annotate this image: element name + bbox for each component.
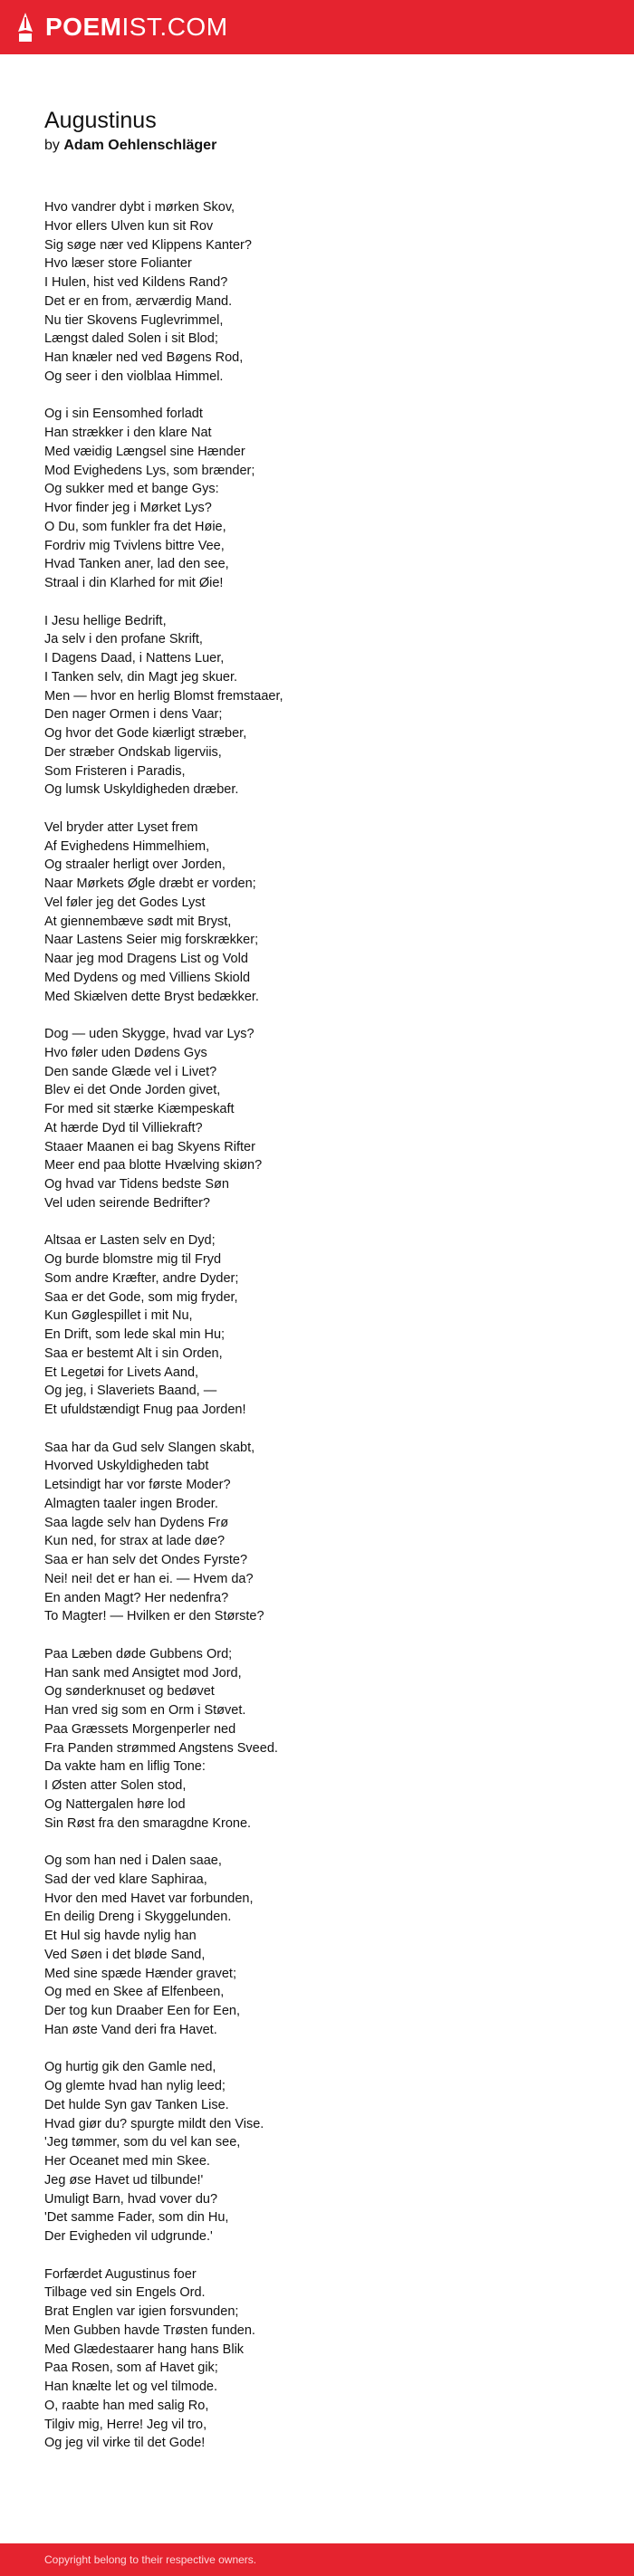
poem-line: I Østen atter Solen stod, (44, 1778, 187, 1793)
site-header (0, 0, 634, 54)
stanza (44, 198, 588, 387)
poem-line: Og hurtig gik den Gamle ned, (44, 2060, 216, 2075)
poem-line: Hvo læser store Folianter (44, 256, 192, 272)
poem-line: Hvor den med Havet var forbunden, (44, 1891, 254, 1906)
poem-line: O Du, som funkler fra det Høie, (44, 519, 226, 534)
poem-line: Og Nattergalen høre lod (44, 1796, 186, 1812)
poem-line: 'Jeg tømmer, som du vel kan see, (44, 2135, 241, 2150)
poem-line: Blev ei det Onde Jorden givet, (44, 1083, 221, 1098)
byline (44, 137, 588, 155)
poem-line: Og hvad var Tidens bedste Søn (44, 1177, 229, 1192)
poem-line: Ved Søen i det bløde Sand, (44, 1947, 206, 1962)
poem-line: Paa Græssets Morgenperler ned (44, 1721, 236, 1737)
poem-line: Nu tier Skovens Fuglevrimmel, (44, 312, 224, 328)
poem-header (44, 108, 588, 155)
poem-line: Naar Lastens Seier mig forskrækker; (44, 933, 259, 948)
poem-line: Hvor finder jeg i Mørket Lys? (44, 501, 212, 515)
poem-line: Han øste Vand deri fra Havet. (44, 2022, 217, 2037)
poem-line: Naar Mørkets Øgle dræbt er vorden; (44, 876, 256, 891)
poem-line: Brat Englen var igien forsvunden; (44, 2304, 239, 2319)
poem-line: Umuligt Barn, hvad vover du? (44, 2191, 218, 2207)
poem-line: Da vakte ham en liflig Tone: (44, 1759, 206, 1775)
poem-line: I Jesu hellige Bedrift, (44, 613, 167, 628)
poem-body (44, 198, 588, 2472)
poem-line: Saa lagde selv han Dydens Frø (44, 1515, 229, 1530)
poem-line: Saa er han selv det Ondes Fyrste? (44, 1553, 248, 1567)
pen-nib-icon (16, 12, 34, 43)
poem-line: Han sank med Ansigtet mod Jord, (44, 1665, 242, 1681)
poem-line: Fordriv mig Tvivlens bittre Vee, (44, 538, 225, 553)
poem-line: Der tog kun Draaber Een for Een, (44, 2004, 241, 2018)
stanza (44, 1645, 588, 1834)
poem-line: Men Gubben havde Trøsten funden. (44, 2322, 255, 2338)
poem-line: Tilgiv mig, Herre! Jeg vil tro, (44, 2417, 207, 2432)
poem-line: Hvorved Uskyldigheden tabt (44, 1459, 209, 1474)
poem-line: At giennembæve sødt mit Bryst, (44, 914, 232, 929)
poem-line: At hærde Dyd til Villiekraft? (44, 1120, 203, 1135)
poem-line: Han knæler ned ved Bøgens Rod, (44, 350, 244, 365)
poem-line: Sig søge nær ved Klippens Kanter? (44, 237, 252, 253)
byline-prefix: by (44, 138, 60, 153)
poem-line: Og jeg vil virke til det Gode! (44, 2436, 206, 2451)
stanza (44, 405, 588, 593)
author-link[interactable]: Adam Oehlenschläger (63, 138, 217, 153)
poem-line: Straal i din Klarhed for mit Øie! (44, 576, 224, 590)
poem-line: Og lumsk Uskyldigheden dræber. (44, 782, 239, 798)
poem-line: Og sukker med et bange Gys: (44, 482, 219, 497)
site-logo[interactable] (16, 0, 228, 54)
poem-line: Hvo vandrer dybt i mørken Skov, (44, 200, 235, 215)
poem-line: Det hulde Syn gav Tanken Lise. (44, 2097, 229, 2112)
poem-line: Fra Panden strømmed Angstens Sveed. (44, 1740, 278, 1756)
poem-line: I Dagens Daad, i Nattens Luer, (44, 651, 225, 666)
poem-line: Med Skiælven dette Bryst bedækker. (44, 989, 259, 1004)
stanza (44, 1439, 588, 1627)
stanza (44, 612, 588, 800)
poem-line: Han knælte let og vel tilmode. (44, 2380, 218, 2394)
poem-line: Af Evighedens Himmelhiem, (44, 838, 210, 854)
stanza (44, 1025, 588, 1213)
poem-line: O, raabte han med salig Ro, (44, 2398, 209, 2413)
poem-line: Og som han ned i Dalen saae, (44, 1853, 222, 1868)
poem-line: Og hvor det Gode kiærligt stræber, (44, 726, 247, 741)
poem-line: Altsaa er Lasten selv en Dyd; (44, 1233, 216, 1249)
poem-line: Kun ned, for strax at lade døe? (44, 1534, 226, 1549)
poem-line: Sad der ved klare Saphiraa, (44, 1872, 207, 1887)
poem-line: Vel bryder atter Lyset frem (44, 819, 198, 835)
poem-line: To Magter! — Hvilken er den Største? (44, 1609, 264, 1624)
poem-line: Naar jeg mod Dragens List og Vold (44, 952, 248, 966)
logo-wordmark-light: IST.COM (121, 13, 228, 41)
poem-line: Og jeg, i Slaveriets Baand, — (44, 1384, 217, 1399)
poem-line: Det er en from, ærværdig Mand. (44, 293, 233, 309)
poem-line: I Tanken selv, din Magt jeg skuer. (44, 669, 238, 685)
poem-line: Ja selv i den profane Skrift, (44, 632, 203, 647)
poem-line: Med sine spæde Hænder gravet; (44, 1966, 236, 1981)
site-footer (0, 2543, 634, 2576)
poem-line: Jeg øse Havet ud tilbunde!' (44, 2172, 204, 2188)
poem-line: Saa er bestemt Alt i sin Orden, (44, 1345, 223, 1361)
poem-line: Den sande Glæde vel i Livet? (44, 1064, 217, 1079)
poem-line: Her Oceanet med min Skee. (44, 2154, 210, 2169)
stanza (44, 1231, 588, 1420)
poem-line: Med Dydens og med Villiens Skiold (44, 970, 251, 985)
poem-line: Dog — uden Skygge, hvad var Lys? (44, 1027, 255, 1041)
poem-line: En Drift, som lede skal min Hu; (44, 1327, 226, 1342)
poem-line: Han strækker i den klare Nat (44, 426, 212, 440)
poem-line: Og seer i den violblaa Himmel. (44, 369, 224, 384)
poem-line: 'Det samme Fader, som din Hu, (44, 2210, 229, 2226)
poem-line: Vel føler jeg det Godes Lyst (44, 895, 206, 910)
poem-line: Og glemte hvad han nylig leed; (44, 2079, 226, 2093)
poem-line: Kun Gøglespillet i mit Nu, (44, 1308, 193, 1324)
poem-line: Vel uden seirende Bedrifter? (44, 1195, 210, 1211)
logo-wordmark (45, 0, 228, 54)
poem-line: Med Glædestaarer hang hans Blik (44, 2341, 245, 2357)
poem-line: Saa har da Gud selv Slangen skabt, (44, 1440, 255, 1455)
stanza (44, 819, 588, 1007)
poem-line: Nei! nei! det er han ei. — Hvem da? (44, 1571, 254, 1586)
poem-line: En deilig Dreng i Skyggelunden. (44, 1910, 232, 1925)
poem-line: Den nager Ormen i dens Vaar; (44, 707, 223, 723)
logo-wordmark-bold: POEM (45, 13, 122, 41)
poem-line: Men — hvor en herlig Blomst fremstaaer, (44, 688, 283, 704)
poem-line: Saa er det Gode, som mig fryder, (44, 1289, 238, 1305)
poem-line: En anden Magt? Her nedenfra? (44, 1590, 229, 1605)
poem-line: Et Hul sig havde nylig han (44, 1929, 197, 1943)
poem-line: Han vred sig som en Orm i Støvet. (44, 1703, 246, 1718)
poem-line: Som andre Kræfter, andre Dyder; (44, 1270, 239, 1286)
poem-line: Tilbage ved sin Engels Ord. (44, 2285, 206, 2301)
poem-line: Meer end paa blotte Hvælving skiøn? (44, 1158, 263, 1173)
poem-line: Der Evigheden vil udgrunde.' (44, 2229, 213, 2244)
poem-line: Og burde blomstre mig til Fryd (44, 1252, 222, 1267)
poem-line: Med væidig Længsel sine Hænder (44, 444, 245, 459)
poem-line: Og i sin Eensomhed forladt (44, 407, 203, 422)
stanza (44, 2058, 588, 2246)
poem-line: Paa Rosen, som af Havet gik; (44, 2361, 218, 2376)
poem-line: Og sønderknuset og bedøvet (44, 1684, 215, 1700)
poem-line: Længst daled Solen i sit Blod; (44, 331, 218, 347)
poem-line: I Hulen, hist ved Kildens Rand? (44, 275, 228, 290)
poem-line: Et ufuldstændigt Fnug paa Jorden! (44, 1403, 246, 1417)
poem-line: Paa Læben døde Gubbens Ord; (44, 1646, 233, 1661)
copyright-text: Copyright belong to their respective owners. (44, 2553, 257, 2566)
stanza (44, 1852, 588, 2040)
poem-line: Almagten taaler ingen Broder. (44, 1496, 218, 1511)
poem-line: Som Fristeren i Paradis, (44, 763, 186, 779)
poem-line: Et Legetøi for Livets Aand, (44, 1365, 199, 1380)
poem-line: Staaer Maanen ei bag Skyens Rifter (44, 1139, 255, 1154)
poem-line: Hvor ellers Ulven kun sit Rov (44, 218, 214, 234)
stanza (44, 2265, 588, 2454)
poem-line: Hvad Tanken aner, lad den see, (44, 557, 229, 572)
poem-line: Forfærdet Augustinus foer (44, 2266, 197, 2282)
poem-line: For med sit stærke Kiæmpeskaft (44, 1102, 235, 1116)
poem-line: Og straaler herligt over Jorden, (44, 857, 226, 873)
poem-line: Hvo føler uden Dødens Gys (44, 1045, 207, 1060)
poem-line: Sin Røst fra den smaragdne Krone. (44, 1815, 252, 1831)
poem-line: Og med en Skee af Elfenbeen, (44, 1985, 225, 2000)
poem-line: Letsindigt har vor første Moder? (44, 1478, 231, 1492)
poem-line: Hvad giør du? spurgte mildt den Vise. (44, 2116, 264, 2131)
poem-line: Mod Evighedens Lys, som brænder; (44, 463, 255, 478)
poem-line: Der stræber Ondskab ligerviis, (44, 744, 222, 760)
poem-title: Augustinus (44, 108, 157, 133)
